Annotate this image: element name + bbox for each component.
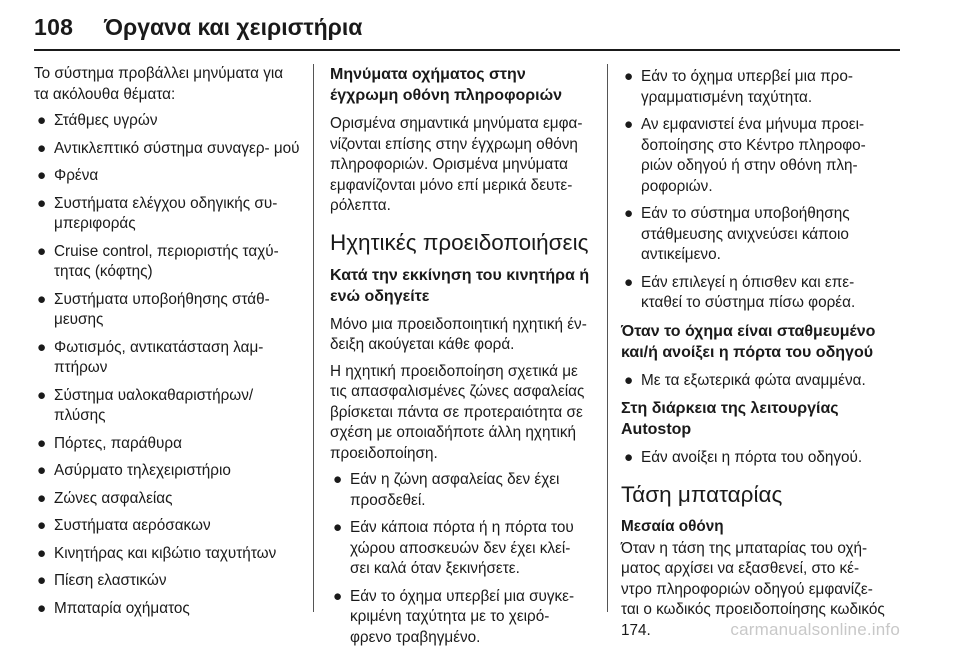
- list-item-text: Κινητήρας και κιβώτιο ταχυτήτων: [54, 544, 277, 562]
- list-item-text: Εάν το όχημα υπερβεί μια προ- γραμματισμένη ταχύτητα.: [641, 68, 853, 106]
- list-item: [34, 338, 302, 379]
- list-item-text: Συστήματα υποβοήθησης στάθ- μευσης: [54, 290, 270, 328]
- list-item-text: Πίεση ελαστικών: [54, 572, 167, 589]
- list-item: [34, 434, 302, 455]
- bullet-icon: ●: [37, 572, 47, 589]
- column-2: [330, 64, 592, 655]
- list-item: [34, 516, 302, 537]
- warning-list: [621, 67, 889, 314]
- list-item-text: Εάν η ζώνη ασφαλείας δεν έχει προσδεθεί.: [350, 471, 560, 509]
- list-item: [621, 371, 889, 392]
- paragraph: Όταν η τάση της μπαταρίας του οχή- ματος αρχίσει να εξασθενεί, στο κέ- ντρο πληροφοριών οδηγού εμφανίζε- ται ο κωδικός προειδοποίησης κωδικός 174.: [621, 539, 885, 639]
- list-item: [34, 386, 302, 427]
- list-item-text: Εάν το όχημα υπερβεί μια συγκε- κριμένη ταχύτητα με το χειρό- φρενο τραβηγμένο.: [350, 587, 575, 646]
- warning-list: [621, 371, 889, 392]
- bullet-icon: ●: [37, 544, 47, 562]
- bullet-icon: ●: [37, 599, 47, 617]
- list-item-text: Εάν επιλεγεί η όπισθεν και επε- κταθεί το σύστημα πίσω φορέα.: [641, 273, 856, 311]
- bullet-icon: ●: [37, 194, 47, 212]
- list-item-text: Σύστημα υαλοκαθαριστήρων/ πλύσης: [54, 386, 254, 424]
- warning-list: [330, 470, 592, 648]
- list-item: [34, 194, 302, 235]
- list-item: [621, 115, 889, 197]
- heading-midlevel-display: Μεσαία οθόνη: [621, 517, 724, 535]
- heading-engine-start: Κατά την εκκίνηση του κινητήρα ή ενώ οδηγείτε: [330, 266, 590, 305]
- column-3: [621, 64, 889, 647]
- list-item-text: Πόρτες, παράθυρα: [54, 434, 182, 452]
- bullet-icon: ●: [37, 517, 47, 534]
- list-item-text: Εάν το σύστημα υποβοήθησης στάθμευσης ανιχνεύσει κάποιο αντικείμενο.: [641, 205, 850, 263]
- paragraph: Μόνο μια προειδοποιητική ηχητική έν- δειξη ακούγεται κάθε φορά.: [330, 315, 587, 353]
- paragraph: Η ηχητική προειδοποίηση σχετικά με τις απασφαλισμένες ζώνες ασφαλείας βρίσκεται πάντα σε προτεραιότητα σε σχέση με οποιαδήποτε άλλη ηχητική προειδοποίηση.: [330, 362, 585, 462]
- bullet-icon: ●: [37, 242, 47, 260]
- list-item-text: Cruise control, περιοριστής ταχύ- τητας (κόφτης): [54, 242, 279, 280]
- page-number: 108: [34, 14, 74, 40]
- list-item-text: Στάθμες υγρών: [54, 112, 158, 129]
- bullet-icon: ●: [624, 371, 634, 389]
- bullet-icon: ●: [37, 167, 47, 184]
- column-divider: [607, 64, 608, 612]
- heading-autostop: Στη διάρκεια της λειτουργίας Autostop: [621, 400, 839, 438]
- list-item: [34, 242, 302, 283]
- watermark: carmanualsonline.info: [730, 620, 900, 639]
- bullet-icon: ●: [333, 519, 343, 536]
- list-item-text: Φρένα: [54, 167, 99, 184]
- list-item-text: Ασύρματο τηλεχειριστήριο: [54, 462, 231, 479]
- list-item-text: Φωτισμός, αντικατάσταση λαμ- πτήρων: [54, 338, 264, 376]
- bullet-icon: ●: [37, 434, 47, 452]
- column-divider: [313, 64, 314, 612]
- list-item: [34, 111, 302, 132]
- heading-audible-warnings: Ηχητικές προειδοποιήσεις: [330, 229, 589, 255]
- list-item: [330, 518, 592, 580]
- list-item: [330, 587, 592, 649]
- bullet-icon: ●: [624, 68, 634, 85]
- bullet-icon: ●: [37, 489, 47, 507]
- page-header: [34, 14, 900, 54]
- column-1: [34, 64, 302, 626]
- intro-paragraph: Το σύστημα προβάλλει μηνύματα για τα ακόλουθα θέματα:: [34, 65, 284, 103]
- bullet-icon: ●: [37, 386, 47, 404]
- list-item: [330, 470, 592, 511]
- list-item: [621, 67, 889, 108]
- header-rule: [34, 49, 900, 51]
- list-item: [621, 448, 889, 469]
- list-item-text: Μπαταρία οχήματος: [54, 599, 190, 617]
- list-item: [621, 204, 889, 266]
- bullet-icon: ●: [333, 471, 343, 488]
- bullet-icon: ●: [37, 112, 47, 129]
- bullet-icon: ●: [624, 273, 634, 291]
- paragraph: Ορισμένα σημαντικά μηνύματα εμφα- νίζονται επίσης στην έγχρωμη οθόνη πληροφοριών. Ορισμένα μηνύματα εμφανίζονται μόνο επί μερικά δευτε- ρόλεπτα.: [330, 115, 583, 214]
- heading-parked-vehicle: Όταν το όχημα είναι σταθμευμένο και/ή ανοίξει η πόρτα του οδηγού: [621, 322, 876, 361]
- list-item: [34, 599, 302, 620]
- warning-list: [621, 448, 889, 469]
- list-item-text: Αν εμφανιστεί ένα μήνυμα προει- δοποίησης στο Κέντρο πληροφο- ριών οδηγού ή στην οθόνη πλη- ροφοριών.: [641, 116, 866, 195]
- list-item: [621, 273, 889, 314]
- list-item: [34, 461, 302, 482]
- bullet-icon: ●: [624, 449, 634, 466]
- bullet-icon: ●: [37, 338, 47, 356]
- list-item-text: Συστήματα αερόσακων: [54, 517, 211, 534]
- list-item-text: Ζώνες ασφαλείας: [54, 489, 173, 507]
- bullet-icon: ●: [37, 139, 47, 157]
- list-item: [34, 139, 302, 160]
- section-title: Όργανα και χειριστήρια: [104, 14, 363, 40]
- list-item-text: Εάν ανοίξει η πόρτα του οδηγού.: [641, 449, 863, 466]
- list-item: [34, 166, 302, 187]
- list-item-text: Με τα εξωτερικά φώτα αναμμένα.: [641, 371, 866, 389]
- bullet-icon: ●: [37, 290, 47, 308]
- list-item-text: Αντικλεπτικό σύστημα συναγερ- μού: [54, 139, 300, 157]
- list-item: [34, 571, 302, 592]
- list-item-text: Εάν κάποια πόρτα ή η πόρτα του χώρου αποσκευών δεν έχει κλεί- σει καλά όταν ξεκινήσετε.: [350, 519, 574, 577]
- topics-list: [34, 111, 302, 619]
- bullet-icon: ●: [624, 205, 634, 222]
- list-item: [34, 290, 302, 331]
- list-item-text: Συστήματα ελέγχου οδηγικής συ- μπεριφοράς: [54, 194, 278, 232]
- bullet-icon: ●: [624, 116, 634, 133]
- list-item: [34, 489, 302, 510]
- heading-vehicle-messages: Μηνύματα οχήματος στην έγχρωμη οθόνη πληροφοριών: [330, 66, 563, 104]
- list-item: [34, 544, 302, 565]
- bullet-icon: ●: [37, 462, 47, 479]
- bullet-icon: ●: [333, 587, 343, 605]
- heading-battery-voltage: Τάση μπαταρίας: [621, 481, 783, 507]
